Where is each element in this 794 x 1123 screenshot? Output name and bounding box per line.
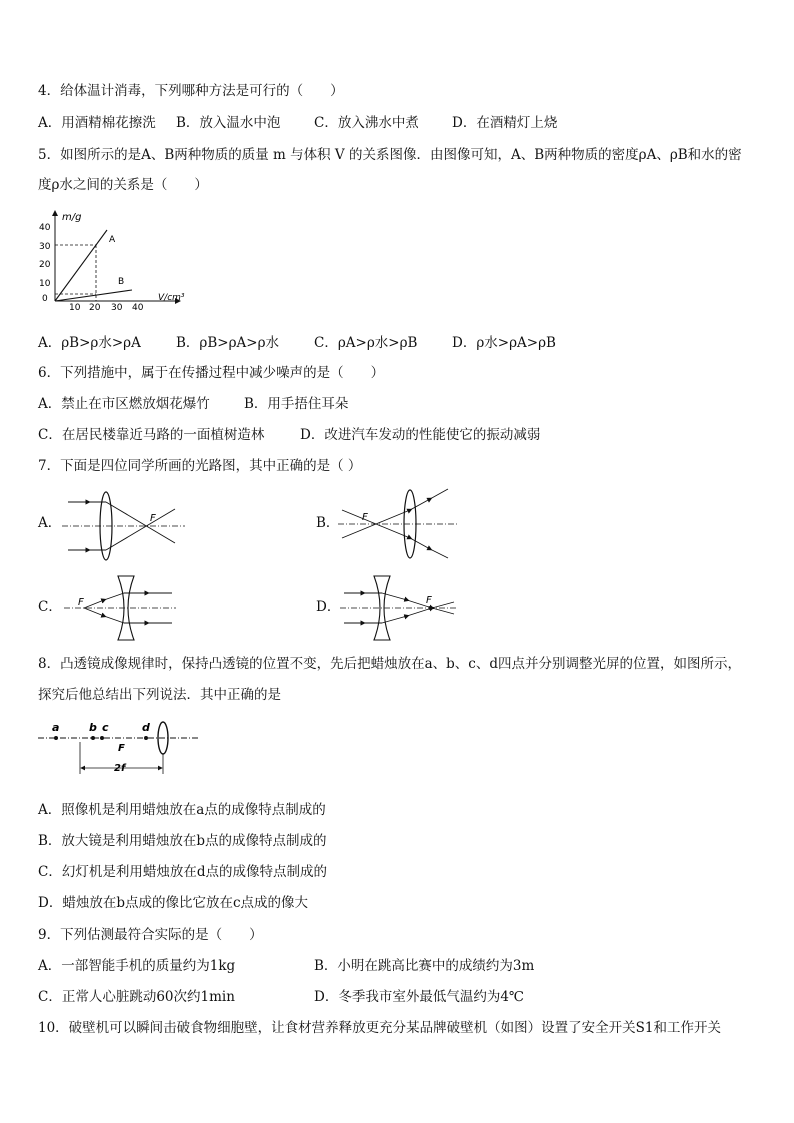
y-tick-40: 40 (39, 223, 51, 233)
q6-stem: 6．下列措施中，属于在传播过程中减少噪声的是（ ） (38, 365, 385, 381)
q7-diagram-b (336, 482, 460, 568)
q7-label-a: A． (38, 515, 62, 531)
y-tick-30: 30 (39, 242, 51, 252)
q7-diagram-c (62, 572, 180, 644)
two-f-label: 2f (114, 763, 126, 774)
line-a (55, 230, 107, 301)
q8-stem-line1: 8．凸透镜成像规律时，保持凸透镜的位置不变，先后把蜡烛放在a、b、c、d四点并分别调整光屏的位置，如图所示， (38, 656, 741, 672)
q8-option-b: B．放大镜是利用蜡烛放在b点的成像特点制成的 (38, 833, 327, 849)
q7-diagram-d (338, 572, 458, 644)
q7-diagram-a (60, 488, 190, 564)
y-tick-0: 0 (42, 294, 48, 304)
q4-option-b: B．放入温水中泡 (176, 115, 281, 131)
q5-option-b: B．ρB>ρA>ρ水 (176, 335, 280, 351)
focus-label: F (150, 513, 156, 524)
x-tick-30: 30 (111, 303, 123, 312)
x-axis-label: V/cm³ (158, 293, 185, 303)
x-tick-10: 10 (69, 303, 81, 312)
y-tick-10: 10 (39, 279, 51, 289)
q9-stem: 9．下列估测最符合实际的是（ ） (38, 927, 263, 943)
q4-option-c: C．放入沸水中煮 (314, 115, 419, 131)
q6-option-d: D．改进汽车发动的性能使它的振动减弱 (300, 427, 541, 443)
y-axis-label: m/g (62, 212, 82, 223)
q7-label-c: C． (38, 599, 62, 615)
focus-label: F (78, 597, 84, 608)
q5-mass-volume-graph (30, 206, 200, 312)
line-b (55, 290, 132, 301)
point-b (91, 736, 95, 740)
x-tick-40: 40 (132, 303, 144, 312)
q7-label-b: B． (316, 515, 340, 531)
focus-label: F (426, 595, 432, 606)
q4-option-d: D．在酒精灯上烧 (452, 115, 558, 131)
q8-lens-position-diagram (36, 716, 206, 778)
q5-option-a: A．ρB>ρ水>ρA (38, 335, 141, 351)
q9-option-b: B．小明在跳高比赛中的成绩约为3m (314, 958, 535, 974)
q8-option-d: D．蜡烛放在b点成的像比它放在c点成的像大 (38, 895, 309, 911)
q8-option-c: C．幻灯机是利用蜡烛放在d点的成像特点制成的 (38, 864, 327, 880)
q5-stem-line1: 5．如图所示的是A、B两种物质的质量 m 与体积 V 的关系图像．由图像可知，A、B两种物质的密度ρA、ρB和水的密 (38, 147, 742, 163)
q5-option-c: C．ρA>ρ水>ρB (314, 335, 418, 351)
q5-option-d: D．ρ水>ρA>ρB (452, 335, 556, 351)
q8-option-a: A．照像机是利用蜡烛放在a点的成像特点制成的 (38, 802, 326, 818)
q8-stem-line2: 探究后他总结出下列说法．其中正确的是 (38, 687, 281, 703)
q4-stem: 4．给体温计消毒，下列哪种方法是可行的（ ） (38, 83, 344, 99)
point-a-label: a (52, 721, 60, 734)
line-b-label: B (118, 277, 125, 287)
q6-option-a: A．禁止在市区燃放烟花爆竹 (38, 396, 210, 412)
q4-option-a: A．用酒精棉花擦洗 (38, 115, 156, 131)
q5-stem-line2: 度ρ水之间的关系是（ ） (38, 177, 208, 193)
point-b-label: b (89, 721, 97, 734)
y-tick-20: 20 (39, 260, 51, 270)
x-tick-20: 20 (89, 303, 101, 312)
q6-option-b: B．用手捂住耳朵 (244, 396, 349, 412)
point-d-label: d (142, 721, 150, 734)
q7-label-d: D． (316, 599, 341, 615)
focus-label: F (118, 743, 125, 754)
q10-stem: 10．破壁机可以瞬间击破食物细胞壁，让食材营养释放更充分某品牌破壁机（如图）设置了安全开关S1和工作开关 (38, 1020, 722, 1036)
point-c (100, 736, 104, 740)
q6-option-c: C．在居民楼靠近马路的一面植树造林 (38, 427, 265, 443)
focus-label: F (362, 512, 368, 523)
q9-option-c: C．正常人心脏跳动60次约1min (38, 989, 235, 1005)
point-d (144, 736, 148, 740)
q7-stem: 7．下面是四位同学所画的光路图，其中正确的是（ ） (38, 458, 362, 474)
q9-option-d: D．冬季我市室外最低气温约为4℃ (314, 989, 525, 1005)
q9-option-a: A．一部智能手机的质量约为1kg (38, 958, 236, 974)
line-a-label: A (109, 235, 116, 245)
point-c-label: c (102, 721, 109, 734)
point-a (54, 736, 58, 740)
